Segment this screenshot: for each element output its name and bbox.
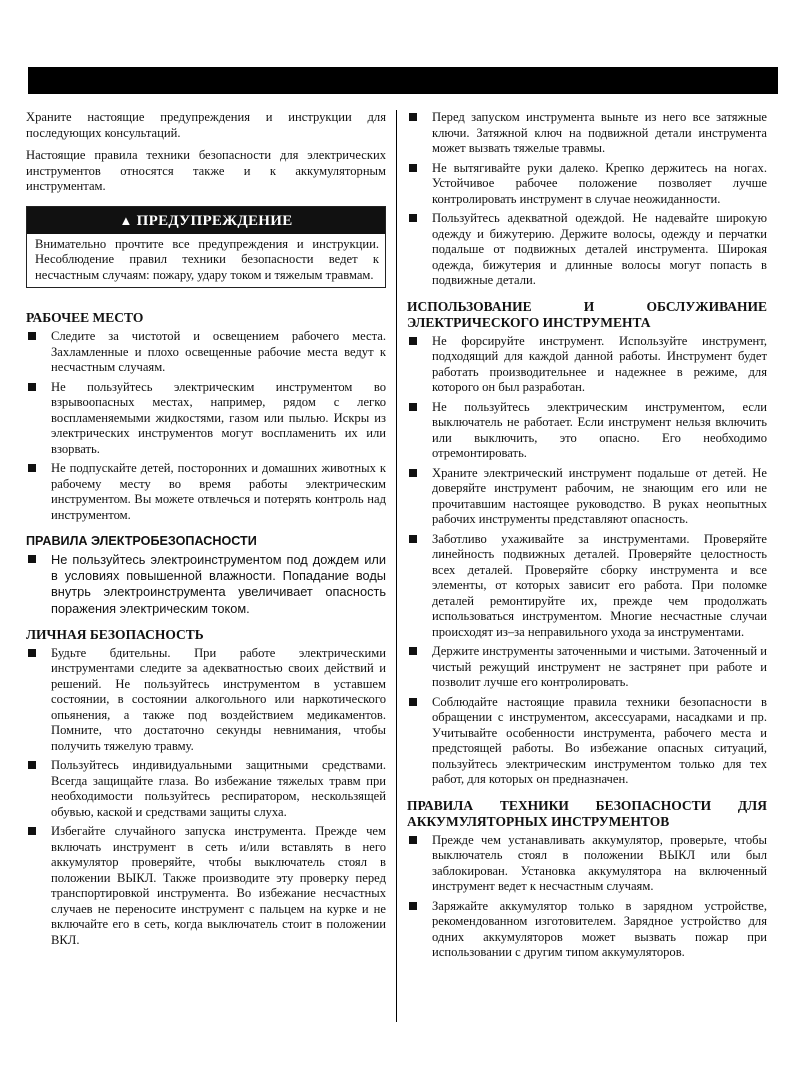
bullet-square-icon xyxy=(28,555,36,563)
bullet-square-icon xyxy=(409,535,417,543)
header-bar xyxy=(28,67,778,94)
list-item xyxy=(407,695,767,788)
section-electrical xyxy=(26,533,386,617)
list-item-text: Перед запуском инструмента выньте из него все затяжные ключи. Затяжной ключ на подвижной детали инструмента может вызвать тяжелые травмы. xyxy=(432,110,767,155)
list-item xyxy=(407,644,767,691)
intro-paragraph: Настоящие правила техники безопасности для электрических инструментов относятся также и к аккумуляторным инструментам. xyxy=(26,148,386,193)
list-item xyxy=(407,532,767,641)
list-item-text: Заботливо ухаживайте за инструментами. Проверяйте линейность подвижных деталей. Проверяйте целостность всех деталей. Проверяйте сборку инструмента и все элементы, от которых зависит его работа. При поломке деталей ремонтируйте их, прежде чем продолжать использоваться инструментом. Многие несчастные случаи происходят из–за неправильного ухода за инструментами. xyxy=(432,531,767,639)
section-personal xyxy=(26,627,386,949)
section-title: ИСПОЛЬЗОВАНИЕ И ОБСЛУЖИВАНИЕ ЭЛЕКТРИЧЕСКОГО ИНСТРУМЕНТА xyxy=(407,298,767,330)
section-battery xyxy=(407,798,767,961)
bullet-square-icon xyxy=(28,649,36,657)
bullet-square-icon xyxy=(409,647,417,655)
bullet-square-icon xyxy=(409,469,417,477)
list-item-text: Пользуйтесь индивидуальными защитными средствами. Всегда защищайте глаза. Во избежание тяжелых травм при необходимости пользуйтесь респиратором, нескользящей обувью, каской и средствами защиты слуха. xyxy=(51,758,386,819)
list-item xyxy=(407,833,767,895)
intro xyxy=(26,110,386,195)
bullet-square-icon xyxy=(409,214,417,222)
list-item-text: Не пользуйтесь электрическим инструментом во взрывоопасных местах, например, рядом с легко воспламеняемыми жидкостями, газом или пылью. Искры из электрических инструментов могут воспламенить их или взорвать. xyxy=(51,379,386,456)
bullet-square-icon xyxy=(28,332,36,340)
list-item-text: Держите инструменты заточенными и чистыми. Заточенный и чистый режущий инструмент не застрянет при работе и позволит лучше его контролировать. xyxy=(432,644,767,689)
list-item-text: Не пользуйтесь электроинструментом под дождем или в условиях повышенной влажности. Попадание воды внутрь электроинструмента увеличивает опасность поражения электрическим током. xyxy=(51,552,386,616)
list-item xyxy=(407,334,767,396)
section-title: РАБОЧЕЕ МЕСТО xyxy=(26,310,144,325)
list-item xyxy=(26,552,386,617)
list-item xyxy=(26,329,386,376)
list-item xyxy=(26,646,386,755)
intro-paragraph: Храните настоящие предупреждения и инструкции для последующих консультаций. xyxy=(26,110,386,140)
bullet-square-icon xyxy=(28,761,36,769)
list-item-text: Соблюдайте настоящие правила техники безопасности в обращении с инструментом, аксессуарами, насадками и пр. Учитывайте особенности инструмента, рабочего места и предстоящей работы. Во избежание опасных ситуаций, пользуйтесь электрическим инструментом только для тех работ, для которых он предназначен. xyxy=(432,694,767,786)
list-item-text: Пользуйтесь адекватной одеждой. Не надевайте широкую одежду и бижутерию. Держите волосы, одежду и перчатки подальше от подвижных деталей инструмента. Широкая одежда, бижутерия и длинные волосы могут попасть в подвижные детали. xyxy=(432,211,767,287)
list-item xyxy=(407,400,767,462)
list-item xyxy=(26,824,386,948)
list-item xyxy=(407,466,767,528)
section-personal-continued xyxy=(407,110,767,289)
list-item xyxy=(26,461,386,523)
bullet-square-icon xyxy=(409,164,417,172)
warning-box xyxy=(26,206,386,289)
list-item-text: Прежде чем устанавливать аккумулятор, проверьте, чтобы выключатель стоял в положении ВЫКЛ или был заблокирован. Установка аккумулятора на включенный инструмент ведет к несчастным случаям. xyxy=(432,832,767,893)
bullet-square-icon xyxy=(28,827,36,835)
bullet-square-icon xyxy=(409,113,417,121)
list-item-text: Не вытягивайте руки далеко. Крепко держитесь на ногах. Устойчивое рабочее положение позволяет лучше контролировать инструмент в случае неожиданности. xyxy=(432,160,767,206)
list-item-text: Не форсируйте инструмент. Используйте инструмент, подходящий для каждой данной работы. Инструмент будет работать производительнее и надежнее в режиме, для которого он был разработан. xyxy=(432,333,767,394)
list-item-text: Храните электрический инструмент подальше от детей. Не доверяйте инструмент рабочим, не знающим его или не прочитавшим настоящее руководство. В руках неопытных рабочих инструменты представляют опасность. xyxy=(432,465,767,526)
list-item-text: Избегайте случайного запуска инструмента. Прежде чем включать инструмент в сеть и/или вставлять в него аккумулятор проверяйте, чтобы выключатель стоял в положении ВЫКЛ. Также производите эту проверку перед транспортировкой инструмента. Во избежание несчастных случаев не переносите инструмент с пальцем на курке и не включайте его в сеть, когда выключатель стоит в положении ВКЛ. xyxy=(51,824,386,947)
warning-title: ПРЕДУПРЕЖДЕНИЕ xyxy=(136,212,293,229)
list-item xyxy=(26,758,386,820)
right-column xyxy=(407,110,767,971)
bullet-square-icon xyxy=(409,403,417,411)
bullet-square-icon xyxy=(28,383,36,391)
section-tool-use xyxy=(407,299,767,788)
list-item-text: Будьте бдительны. При работе электрическими инструментами следите за адекватностью своих действий и решений. Не пользуйтесь инструментом в уставшем состоянии, в состоянии алкогольного или наркотического опьянения, а также под воздействием медикаментов. Помните, что достаточно секунды невнимания, чтобы получить тяжелую травму. xyxy=(51,645,386,753)
left-column xyxy=(26,110,386,958)
bullet-square-icon xyxy=(409,337,417,345)
section-title: ПРАВИЛА ЭЛЕКТРОБЕЗОПАСНОСТИ xyxy=(26,534,257,548)
list-item-text: Следите за чистотой и освещением рабочего места. Захламленные и плохо освещенные рабочие места ведут к несчастным случаям. xyxy=(51,329,386,374)
warning-header xyxy=(27,207,385,234)
warning-triangle-icon: ▲ xyxy=(119,212,133,228)
bullet-square-icon xyxy=(409,836,417,844)
section-work-area xyxy=(26,310,386,523)
section-title: ЛИЧНАЯ БЕЗОПАСНОСТЬ xyxy=(26,626,204,642)
list-item xyxy=(407,899,767,961)
bullet-square-icon xyxy=(409,902,417,910)
warning-text: Внимательно прочтите все предупреждения и инструкции. Несоблюдение правил техники безопасности ведет к несчастным случаям: пожару, удару током и тяжелым травмам. xyxy=(35,236,379,282)
list-item xyxy=(26,380,386,458)
warning-body xyxy=(27,234,385,288)
list-item-text: Не подпускайте детей, посторонних и домашних животных к рабочему месту во время работы электрическим инструментом. Вы можете отвлечься и потерять контроль над инструментом. xyxy=(51,461,386,522)
bullet-square-icon xyxy=(409,698,417,706)
list-item-text: Заряжайте аккумулятор только в зарядном устройстве, рекомендованном изготовителем. Зарядное устройство для одних аккумуляторов может вызвать пожар при использовании с другим типом аккумуляторов. xyxy=(432,898,767,959)
list-item xyxy=(407,211,767,289)
section-title: ПРАВИЛА ТЕХНИКИ БЕЗОПАСНОСТИ ДЛЯ АККУМУЛЯТОРНЫХ ИНСТРУМЕНТОВ xyxy=(407,797,767,829)
list-item-text: Не пользуйтесь электрическим инструментом, если выключатель не работает. Если инструмент нельзя включить или выключить, это опасно. Его необходимо отремонтировать. xyxy=(432,399,767,460)
bullet-square-icon xyxy=(28,464,36,472)
list-item xyxy=(407,110,767,157)
list-item xyxy=(407,161,767,208)
column-divider xyxy=(396,110,397,1022)
